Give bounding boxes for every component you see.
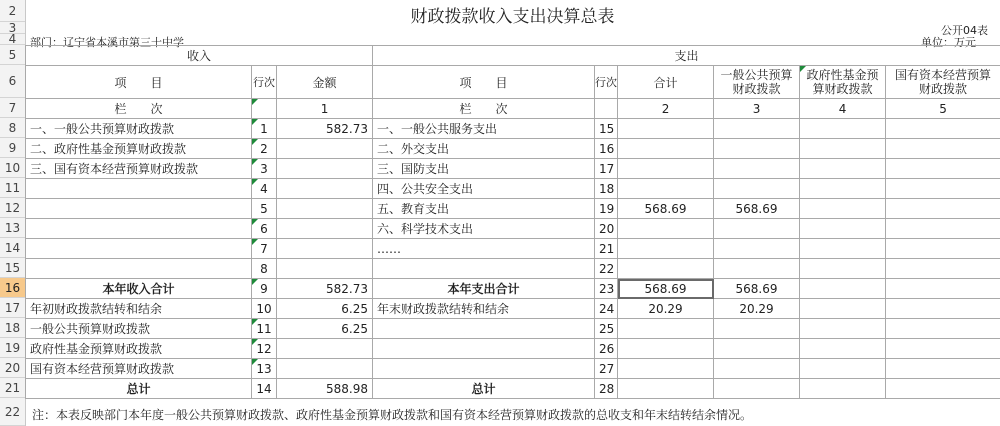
income-item-cell[interactable]: 国有资本经营预算财政拨款 [26,359,252,379]
expense-state-capital-cell[interactable] [886,239,1000,259]
income-item-cell[interactable]: 三、国有资本经营预算财政拨款 [26,159,252,179]
expense-state-capital-cell[interactable] [886,359,1000,379]
expense-state-capital-cell[interactable] [886,259,1000,279]
table-row [26,159,1000,179]
column-index-2[interactable]: 2 [618,99,714,119]
row-number[interactable]: 14 [0,238,25,258]
expense-total-cell[interactable] [618,359,714,379]
expense-state-capital-cell[interactable] [886,379,1000,399]
expense-item-cell[interactable]: 四、公共安全支出 [373,179,595,199]
expense-line-cell[interactable]: 28 [595,379,618,399]
expense-gov-fund-cell[interactable] [800,219,886,239]
income-amount-cell[interactable] [277,359,373,379]
expense-general-cell[interactable] [714,319,800,339]
row-number[interactable]: 20 [0,358,25,378]
column-index-5[interactable]: 5 [886,99,1000,119]
expense-gov-fund-cell[interactable] [800,359,886,379]
expense-line-cell[interactable]: 27 [595,359,618,379]
expense-item-cell[interactable] [373,359,595,379]
income-line-cell[interactable]: 3 [252,159,277,179]
expense-item-cell[interactable]: 一、一般公共服务支出 [373,119,595,139]
income-line-cell[interactable]: 2 [252,139,277,159]
row-header-column [0,0,26,426]
income-amount-cell[interactable]: 582.73 [277,279,373,299]
expense-item-cell[interactable] [373,259,595,279]
expense-total-cell[interactable] [618,159,714,179]
income-amount-cell[interactable] [277,259,373,279]
expense-state-capital-cell[interactable] [886,139,1000,159]
expense-general-cell[interactable]: 568.69 [714,279,800,299]
expense-general-cell[interactable] [714,119,800,139]
row-number[interactable]: 7 [0,98,25,118]
row-number[interactable]: 5 [0,45,25,65]
expense-total-cell[interactable] [618,319,714,339]
expense-general-cell[interactable] [714,339,800,359]
row-number[interactable]: 10 [0,158,25,178]
finance-table [25,45,1000,399]
expense-total-cell[interactable] [618,259,714,279]
expense-total-cell[interactable] [618,119,714,139]
expense-state-capital-cell[interactable] [886,159,1000,179]
expense-general-cell[interactable] [714,139,800,159]
expense-item-cell[interactable]: 总计 [373,379,595,399]
expense-total-cell[interactable] [618,219,714,239]
row-number[interactable]: 9 [0,138,25,158]
expense-line-cell[interactable]: 26 [595,339,618,359]
expense-line-cell[interactable]: 21 [595,239,618,259]
income-line-cell[interactable]: 7 [252,239,277,259]
expense-state-capital-cell[interactable] [886,339,1000,359]
expense-gov-fund-cell[interactable] [800,319,886,339]
table-row [26,259,1000,279]
table-row [26,379,1000,399]
row-number[interactable]: 22 [0,398,25,426]
table-row [26,279,1000,299]
expense-total-cell[interactable]: 568.69 [618,199,714,219]
income-line-cell[interactable]: 12 [252,339,277,359]
income-item-cell[interactable]: 总计 [26,379,252,399]
expense-total-cell[interactable]: 20.29 [618,299,714,319]
expense-state-capital-cell[interactable] [886,219,1000,239]
income-line-cell[interactable]: 11 [252,319,277,339]
table-row [26,179,1000,199]
expense-general-cell[interactable] [714,239,800,259]
expense-line-cell[interactable]: 16 [595,139,618,159]
expense-general-cell[interactable] [714,179,800,199]
income-amount-cell[interactable] [277,239,373,259]
row-number[interactable]: 21 [0,378,25,398]
expense-general-cell[interactable] [714,379,800,399]
income-line-cell[interactable]: 1 [252,119,277,139]
expense-line-cell[interactable]: 17 [595,159,618,179]
expense-gov-fund-cell[interactable] [800,339,886,359]
income-line-header[interactable]: 行次 [252,66,277,99]
expense-total-cell[interactable] [618,339,714,359]
expense-gov-fund-cell[interactable] [800,139,886,159]
expense-gov-fund-cell[interactable] [800,199,886,219]
table-row [26,139,1000,159]
expense-gov-fund-cell[interactable] [800,179,886,199]
row-number[interactable]: 11 [0,178,25,198]
table-row [26,219,1000,239]
expense-item-cell[interactable]: 二、外交支出 [373,139,595,159]
expense-gov-fund-cell[interactable] [800,259,886,279]
expense-state-capital-cell[interactable] [886,299,1000,319]
row-number[interactable]: 19 [0,338,25,358]
expense-general-cell[interactable] [714,259,800,279]
income-item-cell[interactable]: 政府性基金预算财政拨款 [26,339,252,359]
expense-general-cell[interactable] [714,219,800,239]
row-number[interactable]: 3 [0,22,25,34]
form-code: 公开04表 [941,24,988,37]
income-item-cell[interactable]: 一般公共预算财政拨款 [26,319,252,339]
table-row [26,359,1000,379]
income-amount-cell[interactable] [277,139,373,159]
table-row [26,319,1000,339]
income-amount-cell[interactable]: 6.25 [277,299,373,319]
income-amount-header[interactable]: 金额 [277,66,373,99]
income-item-cell[interactable]: 一、一般公共预算财政拨款 [26,119,252,139]
income-item-cell[interactable] [26,239,252,259]
expense-gov-fund-cell[interactable] [800,159,886,179]
expense-item-cell[interactable] [373,339,595,359]
income-amount-cell[interactable] [277,339,373,359]
expense-line-cell[interactable]: 18 [595,179,618,199]
income-line-cell[interactable]: 14 [252,379,277,399]
expense-total-header[interactable]: 合计 [618,66,714,99]
expense-total-cell[interactable] [618,139,714,159]
income-amount-cell[interactable] [277,179,373,199]
table-row [26,299,1000,319]
row-number[interactable]: 6 [0,65,25,98]
expense-gov-fund-cell[interactable] [800,239,886,259]
expense-item-cell[interactable]: 六、科学技术支出 [373,219,595,239]
expense-item-cell[interactable] [373,319,595,339]
income-line-cell[interactable]: 4 [252,179,277,199]
income-item-cell[interactable]: 年初财政拨款结转和结余 [26,299,252,319]
income-item-cell[interactable] [26,219,252,239]
expense-line-cell[interactable]: 20 [595,219,618,239]
income-amount-cell[interactable] [277,219,373,239]
row-number[interactable]: 18 [0,318,25,338]
row-number[interactable]: 15 [0,258,25,278]
income-amount-cell[interactable]: 582.73 [277,119,373,139]
row-number[interactable]: 16 [0,278,25,298]
row-number[interactable]: 4 [0,34,25,45]
row-number[interactable]: 12 [0,198,25,218]
expense-gov-fund-header[interactable]: 政府性基金预算财政拨款 [800,66,886,99]
row-number[interactable]: 17 [0,298,25,318]
expense-general-cell[interactable]: 568.69 [714,199,800,219]
income-item-cell[interactable] [26,179,252,199]
income-line-cell[interactable]: 6 [252,219,277,239]
expense-item-cell[interactable]: 本年支出合计 [373,279,595,299]
row-number[interactable]: 8 [0,118,25,138]
income-section-header[interactable]: 收入 [26,46,373,66]
expense-total-cell[interactable] [618,379,714,399]
column-index-1[interactable]: 1 [277,99,373,119]
expense-gov-fund-cell[interactable] [800,299,886,319]
income-line-index[interactable] [252,99,277,119]
table-row [26,339,1000,359]
expense-state-capital-cell[interactable] [886,119,1000,139]
expense-gov-fund-cell[interactable] [800,119,886,139]
expense-state-capital-cell[interactable] [886,179,1000,199]
expense-item-cell[interactable]: 三、国防支出 [373,159,595,179]
expense-state-capital-header[interactable]: 国有资本经营预算财政拨款 [886,66,1000,99]
expense-line-cell[interactable]: 24 [595,299,618,319]
income-item-cell[interactable] [26,199,252,219]
expense-state-capital-cell[interactable] [886,199,1000,219]
expense-item-cell[interactable]: 年末财政拨款结转和结余 [373,299,595,319]
income-line-cell[interactable]: 8 [252,259,277,279]
row-number[interactable]: 13 [0,218,25,238]
income-amount-cell[interactable] [277,199,373,219]
income-item-cell[interactable]: 二、政府性基金预算财政拨款 [26,139,252,159]
expense-total-cell[interactable] [618,239,714,259]
income-item-cell[interactable] [26,259,252,279]
expense-general-header[interactable]: 一般公共预算财政拨款 [714,66,800,99]
income-item-cell[interactable]: 本年收入合计 [26,279,252,299]
expense-total-cell[interactable]: 568.69 [618,279,714,299]
table-row [26,239,1000,259]
income-item-header[interactable]: 项 目 [26,66,252,99]
expense-item-header[interactable]: 项 目 [373,66,595,99]
expense-line-cell[interactable]: 25 [595,319,618,339]
expense-line-cell[interactable]: 19 [595,199,618,219]
expense-line-cell[interactable]: 23 [595,279,618,299]
expense-state-capital-cell[interactable] [886,319,1000,339]
table-row [26,119,1000,139]
row-number[interactable]: 2 [0,0,25,22]
expense-total-cell[interactable] [618,179,714,199]
income-line-cell[interactable]: 10 [252,299,277,319]
expense-item-cell[interactable]: …… [373,239,595,259]
income-amount-cell[interactable]: 588.98 [277,379,373,399]
income-line-cell[interactable]: 13 [252,359,277,379]
footnote: 注：本表反映部门本年度一般公共预算财政拨款、政府性基金预算财政拨款和国有资本经营预算财政拨款的总收支和年末结转结余情况。 [32,408,753,422]
expense-gov-fund-cell[interactable] [800,379,886,399]
expense-line-header[interactable]: 行次 [595,66,618,99]
income-amount-cell[interactable]: 6.25 [277,319,373,339]
table-row [26,199,1000,219]
expense-general-cell[interactable]: 20.29 [714,299,800,319]
expense-state-capital-cell[interactable] [886,279,1000,299]
expense-line-cell[interactable]: 15 [595,119,618,139]
expense-column-index-label[interactable]: 栏 次 [373,99,595,119]
department-label: 部门：辽宁省本溪市第三十中学 [30,36,184,49]
income-line-cell[interactable]: 9 [252,279,277,299]
expense-gov-fund-cell[interactable] [800,279,886,299]
expense-line-index[interactable] [595,99,618,119]
expense-section-header[interactable]: 支出 [373,46,1000,66]
page-title: 财政拨款收入支出决算总表 [410,7,615,27]
expense-general-cell[interactable] [714,159,800,179]
income-line-cell[interactable]: 5 [252,199,277,219]
income-amount-cell[interactable] [277,159,373,179]
expense-line-cell[interactable]: 22 [595,259,618,279]
expense-item-cell[interactable]: 五、教育支出 [373,199,595,219]
unit-label: 单位：万元 [921,36,976,49]
column-index-4[interactable]: 4 [800,99,886,119]
income-column-index-label[interactable]: 栏 次 [26,99,252,119]
expense-general-cell[interactable] [714,359,800,379]
column-index-3[interactable]: 3 [714,99,800,119]
